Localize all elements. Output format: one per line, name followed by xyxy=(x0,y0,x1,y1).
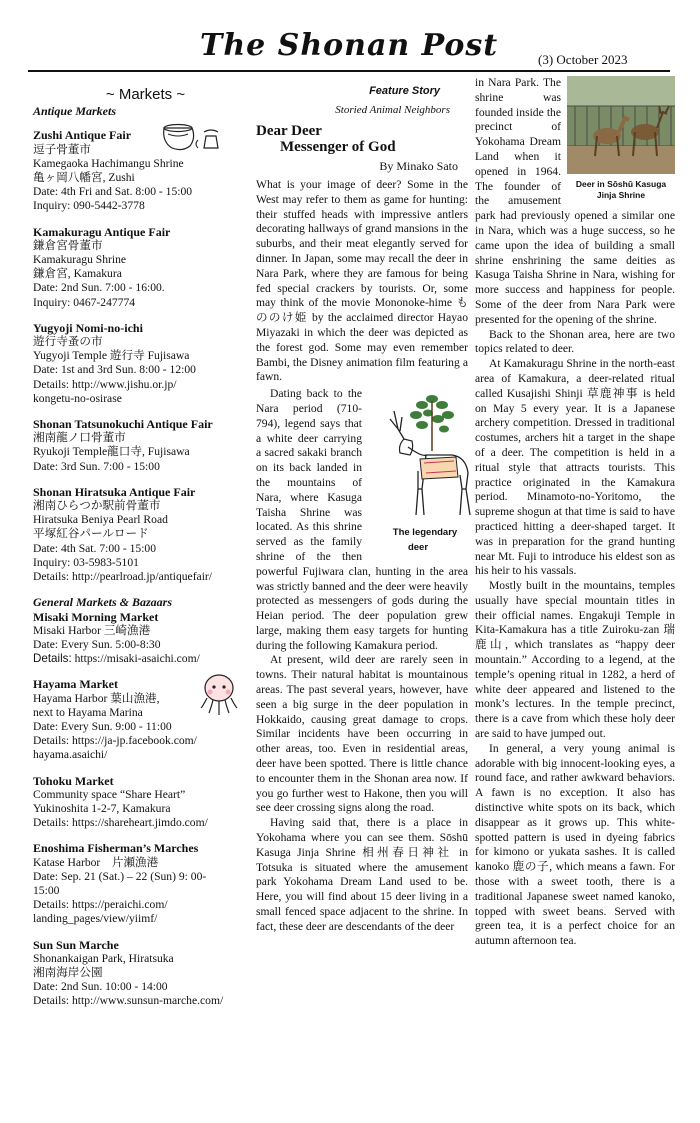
octopus-icon xyxy=(199,673,239,717)
market-entry xyxy=(33,128,248,213)
market-entry xyxy=(33,774,248,831)
deer-caption: The legendary deer xyxy=(392,526,458,553)
market-line: 遊行寺蚤の市 xyxy=(33,335,103,349)
market-line: Yukinoshita 1-2-7, Kamakura xyxy=(33,801,171,815)
feature-column-continued xyxy=(475,76,675,949)
details-url[interactable]: https://misaki-asaichi.com/ xyxy=(74,652,200,666)
byline: By Minako Sato xyxy=(379,159,458,174)
market-link[interactable]: Details: https://peraichi.com/ xyxy=(33,898,168,912)
article-paragraph: In general, a very young animal is adorable with big innocent-looking eyes, a round face, and rather awkward behaviors. A fawn is no exception. It also has distinctive white spots on its back, which disappear as it grows up. This white-spotted pattern is used in dyeing fabrics for kimono or yukata sashes. It is called kanoko 鹿の子, which means a fawn. For those with a sweet tooth, there is a traditional Japanese sweet named kanoko, topped with sweet beans. Served with green tea, it is a perfect choice for an autumn afternoon tea. xyxy=(475,741,675,948)
market-line: next to Hayama Marina xyxy=(33,705,143,719)
photo-caption: Deer in Sōshū Kasuga Jinja Shrine xyxy=(575,178,667,200)
market-line: Katase Harbor 片瀬漁港 xyxy=(33,855,159,869)
market-entry xyxy=(33,321,248,406)
market-line: Inquiry: 090-5442-3778 xyxy=(33,199,145,213)
market-line: 亀ヶ岡八幡宮, Zushi xyxy=(33,171,135,185)
article-paragraph: Back to the Shonan area, here are two topics related to deer. xyxy=(475,327,675,356)
market-line: 湘南ひらつか駅前骨董市 xyxy=(33,499,161,513)
legendary-deer-figure xyxy=(368,389,468,555)
market-line: 湘南龍ノ口骨董市 xyxy=(33,431,126,445)
details-label: Details: xyxy=(33,652,72,666)
market-line: Date: Every Sun. 9:00 - 11:00 xyxy=(33,719,172,733)
market-line: Date: Sep. 21 (Sat.) – 22 (Sun) 9: 00- xyxy=(33,869,207,883)
market-line: Inquiry: 03-5983-5101 xyxy=(33,555,139,569)
issue-date: (3) October 2023 xyxy=(538,52,628,67)
market-entry xyxy=(33,610,248,667)
antique-markets-heading: Antique Markets xyxy=(33,104,117,119)
market-link[interactable]: kongetu-no-osirase xyxy=(33,391,122,405)
market-line: Community space “Share Heart” xyxy=(33,787,186,801)
masthead xyxy=(0,0,700,78)
article-paragraph-group xyxy=(256,387,468,653)
market-link[interactable]: Details: http://www.sunsun-marche.com/ xyxy=(33,994,224,1008)
market-line: Yugyoji Temple 遊行寺 Fujisawa xyxy=(33,349,190,363)
market-entry xyxy=(33,485,248,584)
market-entry xyxy=(33,938,248,1009)
masthead-rule xyxy=(28,70,670,72)
market-name: Hayama Market xyxy=(33,677,118,692)
market-line: Shonankaigan Park, Hiratsuka xyxy=(33,951,174,965)
market-entry xyxy=(33,417,248,474)
article-paragraph: What is your image of deer? Some in the West may refer to them as game for hunting: their stuffed heads with impressive antlers decorating hallways of grand mansions in the suburbs, and their meat elegantly served for dinner. In Japan, some may recall the deer in Nara Park, where they are famous for being fed special crackers by tourists. Or, some may think of the movie Mononoke-hime もののけ姫 by the acclaimed director Hayao Miyazaki in which the deer was depicted as the forest god. Some may even remember Bambi, the Disney animation film featuring a fawn. xyxy=(256,177,468,384)
market-entry xyxy=(33,841,248,926)
general-markets-heading: General Markets & Bazaars xyxy=(33,595,173,610)
market-line: 平塚紅谷パールロード xyxy=(33,527,149,541)
market-line: Date: 2nd Sun. 10:00 - 14:00 xyxy=(33,980,168,994)
market-line: Kamakuragu Shrine xyxy=(33,253,127,267)
market-line: Kamegaoka Hachimangu Shrine xyxy=(33,156,184,170)
pottery-icon xyxy=(158,120,228,154)
market-link[interactable]: Details: http://www.jishu.or.jp/ xyxy=(33,377,177,391)
market-line: 湘南海岸公園 xyxy=(33,965,103,979)
article-paragraph: At Kamakuragu Shrine in the north-east area of Kamakura, a deer-related ritual called Kusajishi Shinji 草鹿神事 is held on May 5 every year. It is a Japanese archery competition. Dressed in traditional costumes, archers hit a target in the shape of a deer. The competition is held in a ritual style that attracts tourists. This practice originated in the Kamakura period. Minamoto-no-Yoritomo, the supreme shogun at that time is said to have practiced hitting a deer-shaped target. It was in preparation for the grand hunting near Mt. Fuji to introduce his eldest son as his heir to his vassals. xyxy=(475,357,675,578)
market-line: 逗子骨董市 xyxy=(33,142,91,156)
article-paragraph: Mostly built in the mountains, temples usually have special mountain titles in their official names. Engakuji Temple in Kita-Kamakura has a title Zuiroku-zan 瑞鹿山, which translates as “happy deer mountain.” According to a legend, at the temple’s opening ritual in 1282, a herd of white deer appeared and listened to the monk’s lectures. In the temple precinct, there is a cave from which these holy deer are said to have jumped out. xyxy=(475,579,675,741)
market-link[interactable]: landing_pages/view/yiimf/ xyxy=(33,912,158,926)
legendary-deer-illustration xyxy=(382,389,482,521)
feature-subtitle: Storied Animal Neighbors xyxy=(335,103,450,116)
article-paragraph: At present, wild deer are rarely seen in towns. Their natural habitat is mountainous areas. The past several years, however, have seen a big surge in the deer population in Hokkaido, causing great damage to crops. Similar incidents have been occurring in other areas, too. Even in residential areas, deer have been spotted. There is little chance to encounter them in the Shonan area now. If you go further west to Hakone, then you will see deer crossing signs along the road. xyxy=(256,653,468,815)
market-line: Hayama Harbor 葉山漁港, xyxy=(33,691,160,705)
market-link[interactable] xyxy=(33,652,248,666)
markets-heading: ~ Markets ~ xyxy=(105,86,186,103)
market-line: 15:00 xyxy=(33,883,60,897)
article-paragraph: in Nara Park. The shrine was founded inside the precinct of Yokohama Dream Land when it opened in 1964. The founder of the amusement park had previously opened a similar one in Nara, which was a huge success, so he came upon the idea of building a small shrine enshrining the same deities as Kasuga Taisha Shrine in Nara, wishing for more success and happiness for people. Some of the deer from Nara Park were presented for the opening of the shrine. xyxy=(475,76,675,326)
article-subheadline: Messenger of God xyxy=(280,139,396,156)
deer-photo-figure xyxy=(567,76,675,201)
market-line: Date: 1st and 3rd Sun. 8:00 - 12:00 xyxy=(33,363,196,377)
market-entry xyxy=(33,225,248,310)
feature-column xyxy=(256,84,468,935)
market-name: Enoshima Fisherman’s Marches xyxy=(33,841,199,856)
markets-column xyxy=(33,88,248,1020)
market-name: Misaki Morning Market xyxy=(33,609,159,624)
market-line: Inquiry: 0467-247774 xyxy=(33,295,136,309)
article-paragraph: Dating back to the Nara period (710-794), legend says that a white deer carrying a sacred sakaki branch on its back landed in the mountains of Nara, where Kasuga Taisha Shrine was located. As this shrine served as the family shrine of the then powerful Fujiwara clan, hunting in the area was strictly banned and the deer were heavily protected as messengers of gods during the Heian period. The deer population grew large, making them easy targets for hunting during the following Kamakura period. xyxy=(256,387,468,652)
article-headline: Dear Deer xyxy=(256,122,322,139)
market-link[interactable]: Details: https://shareheart.jimdo.com/ xyxy=(33,816,208,830)
newspaper-title: The Shonan Post xyxy=(200,28,499,63)
market-line: 鎌倉宮, Kamakura xyxy=(33,267,122,281)
market-name: Zushi Antique Fair xyxy=(33,128,132,143)
market-name: Shonan Tatsunokuchi Antique Fair xyxy=(33,417,213,432)
article-paragraph: Having said that, there is a place in Yokohama where you can see them. Sōshū Kasuga Jinja Shrine 相州春日神社 in Totsuka is situated where the amusement park Yokohama Dream Land used to be. Here, you will find about 15 deer living in a small fenced space adjacent to the shrine. In fact, these deer are descendants of the deer xyxy=(256,816,468,933)
market-line: Hiratsuka Beniya Pearl Road xyxy=(33,513,168,527)
deer-photo xyxy=(567,76,675,174)
market-name: Tohoku Market xyxy=(33,773,114,788)
market-name: Sun Sun Marche xyxy=(33,937,119,952)
market-line: 鎌倉宮骨董市 xyxy=(33,238,103,252)
feature-label: Feature Story xyxy=(369,85,440,97)
market-line: Date: 4th Fri and Sat. 8:00 - 15:00 xyxy=(33,185,193,199)
market-link[interactable]: Details: http://pearlroad.jp/antiquefair/ xyxy=(33,570,213,584)
market-name: Yugyoji Nomi-no-ichi xyxy=(33,320,143,335)
market-entry xyxy=(33,677,248,762)
market-line: Date: 2nd Sun. 7:00 - 16:00. xyxy=(33,281,165,295)
market-link[interactable]: hayama.asaichi/ xyxy=(33,748,108,762)
market-name: Shonan Hiratsuka Antique Fair xyxy=(33,484,196,499)
article-paragraph-group xyxy=(475,76,675,328)
market-line: Date: 4th Sat. 7:00 - 15:00 xyxy=(33,541,157,555)
market-line: Ryukoji Temple龍口寺, Fujisawa xyxy=(33,445,190,459)
market-link[interactable]: Details: https://ja-jp.facebook.com/ xyxy=(33,734,197,748)
market-name: Kamakuragu Antique Fair xyxy=(33,224,171,239)
market-line: Date: Every Sun. 5:00-8:30 xyxy=(33,637,161,651)
market-line: Date: 3rd Sun. 7:00 - 15:00 xyxy=(33,459,160,473)
market-line: Misaki Harbor 三崎漁港 xyxy=(33,623,151,637)
